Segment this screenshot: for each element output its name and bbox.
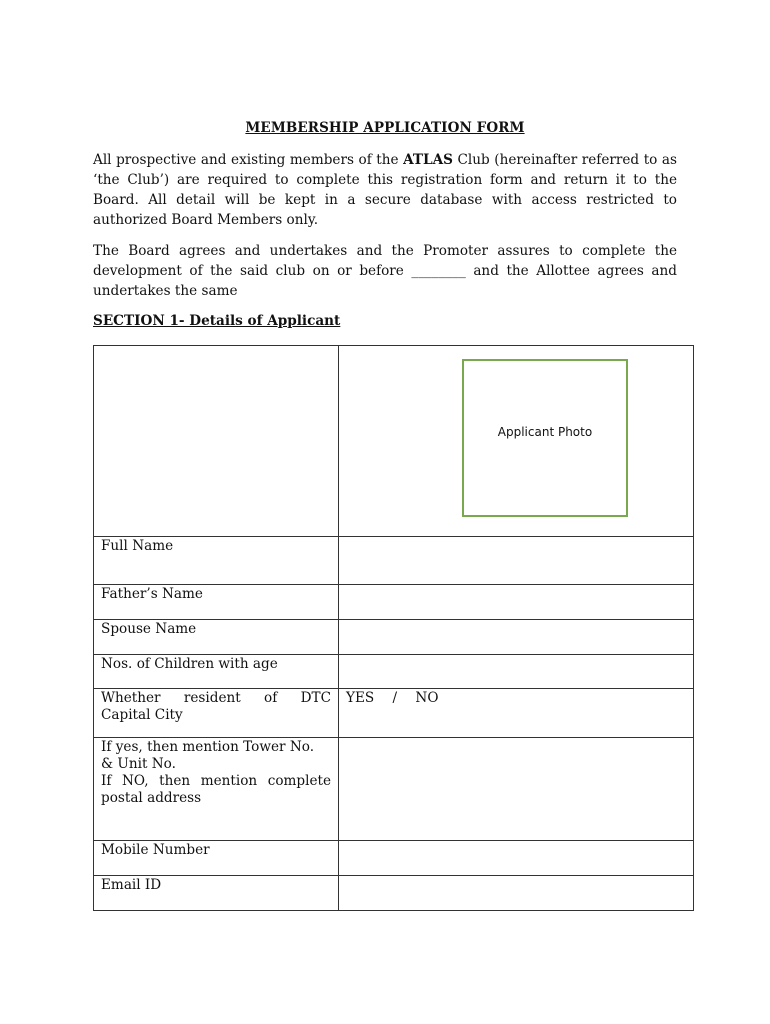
table-row-mobile	[94, 841, 694, 876]
father-name-field[interactable]	[339, 585, 694, 620]
resident-field[interactable]	[339, 689, 694, 738]
spouse-name-field[interactable]	[339, 620, 694, 655]
table-row-resident	[94, 689, 694, 738]
table-row-email	[94, 876, 694, 911]
full-name-label: Full Name	[94, 537, 339, 585]
address-label	[94, 738, 339, 841]
children-label: Nos. of Children with age	[94, 655, 339, 689]
undertaking-paragraph: The Board agrees and undertakes and the Promoter assures to complete the development of the said club on or before ________ and the Allottee agrees and undertakes the same	[93, 243, 677, 299]
mobile-label: Mobile Number	[94, 841, 339, 876]
address-label-line2: & Unit No.	[101, 756, 176, 772]
resident-label-line2: Capital City	[101, 707, 183, 723]
mobile-field[interactable]	[339, 841, 694, 876]
full-name-field[interactable]	[339, 537, 694, 585]
table-row-address	[94, 738, 694, 841]
address-label-line1: If yes, then mention Tower No.	[101, 739, 315, 755]
table-row-father-name	[94, 585, 694, 620]
form-title: MEMBERSHIP APPLICATION FORM	[245, 120, 525, 136]
photo-cell	[339, 346, 694, 537]
applicant-details-table	[93, 345, 694, 911]
intro-text-end: Club (hereinafter referred to as ‘the Club’) are required to complete this registration form and return it to the Board. All detail will be kept in a secure database with access restricted to authorized Board Members only.	[93, 152, 677, 228]
photo-row-empty-cell	[94, 346, 339, 537]
section1-heading: SECTION 1- Details of Applicant	[93, 313, 341, 329]
resident-label-line1: Whether resident of DTC	[101, 690, 331, 706]
table-row-full-name	[94, 537, 694, 585]
address-label-line3: If NO, then mention complete	[101, 773, 331, 789]
table-row-spouse-name	[94, 620, 694, 655]
yes-no-options[interactable]: YES / NO	[346, 690, 439, 706]
intro-text-start: All prospective and existing members of the	[93, 152, 404, 168]
children-field[interactable]	[339, 655, 694, 689]
spouse-name-label: Spouse Name	[94, 620, 339, 655]
father-name-label: Father’s Name	[94, 585, 339, 620]
address-label-line4: postal address	[101, 790, 202, 806]
photo-row	[94, 346, 694, 537]
applicant-photo-label: Applicant Photo	[497, 424, 593, 439]
email-label: Email ID	[94, 876, 339, 911]
table-row-children	[94, 655, 694, 689]
applicant-photo-box[interactable]	[462, 359, 628, 517]
club-name: ATLAS	[403, 152, 453, 168]
address-field[interactable]	[339, 738, 694, 841]
intro-paragraph	[93, 150, 677, 230]
email-field[interactable]	[339, 876, 694, 911]
resident-label	[94, 689, 339, 738]
